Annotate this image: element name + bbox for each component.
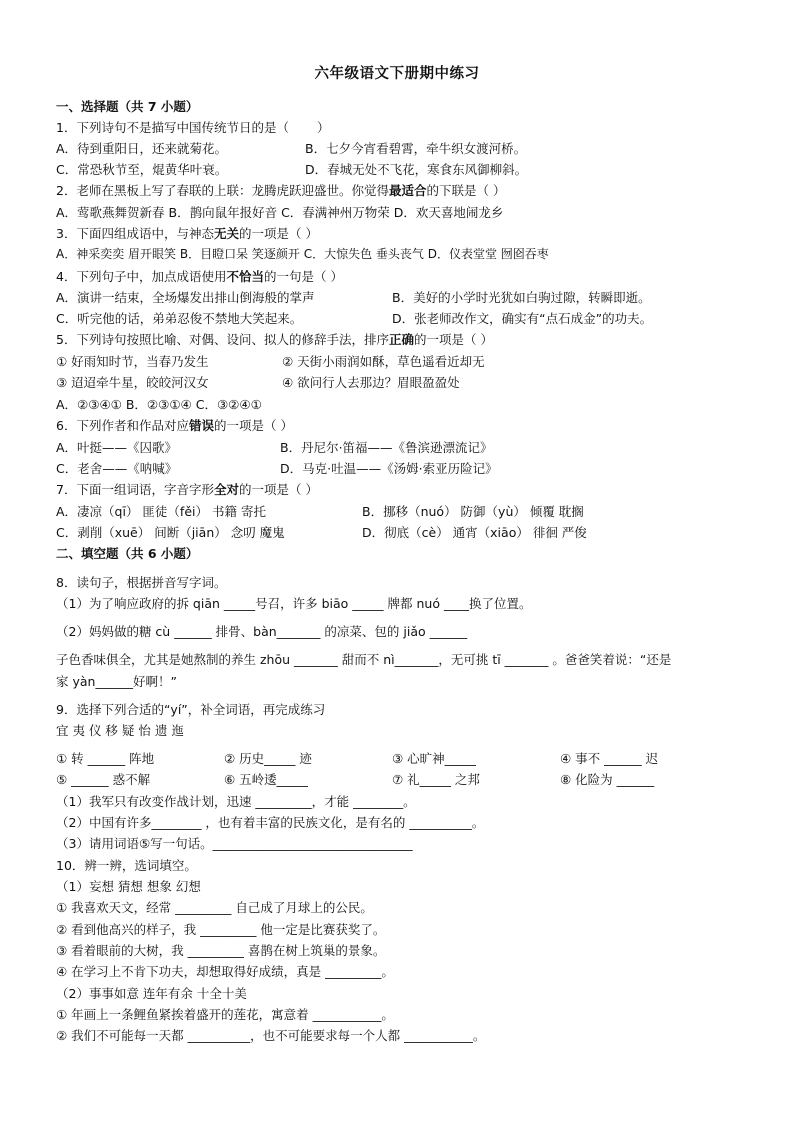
question-10-line-5: ① 年画上一条鲤鱼紧挨着盛开的莲花，寓意着 ___________。 bbox=[56, 1007, 394, 1022]
page-title: 六年级语文下册期中练习 bbox=[314, 66, 480, 82]
question-2-stem: 2．老师在黑板上写了春联的上联：龙腾虎跃迎盛世。你觉得最适合的下联是（ ） bbox=[56, 183, 506, 198]
question-9-item-6: ⑥ 五岭逶_____ bbox=[224, 772, 308, 787]
question-4-option-a: A．演讲一结束，全场爆发出排山倒海般的掌声 bbox=[56, 290, 315, 305]
question-9-item-1: ① 转 ______ 阵地 bbox=[56, 751, 155, 766]
question-10-line-3: ③ 看着眼前的大树，我 _________ 喜鹊在树上筑巢的景象。 bbox=[56, 943, 386, 958]
question-4-stem: 4．下列句子中，加点成语使用不恰当的一句是（ ） bbox=[56, 269, 343, 284]
question-9-practice-1: （1）我军只有改变作战计划，迅速 _________，才能 ________。 bbox=[56, 794, 416, 809]
question-7-option-b: B．挪移（nuó） 防御（yù） 倾覆 耽搁 bbox=[362, 504, 584, 519]
question-6-option-b: B．丹尼尔·笛福——《鲁滨逊漂流记》 bbox=[280, 440, 493, 455]
question-10-group-2-words: （2）事事如意 连年有余 十全十美 bbox=[56, 986, 247, 1001]
question-4-option-b: B．美好的小学时光犹如白驹过隙，转瞬即逝。 bbox=[392, 290, 651, 305]
question-1-option-b: B．七夕今宵看碧霄，牵牛织女渡河桥。 bbox=[305, 141, 527, 156]
question-1-option-d: D．春城无处不飞花，寒食东风御柳斜。 bbox=[305, 162, 528, 177]
section-heading-choice: 一、选择题（共 7 小题） bbox=[56, 99, 199, 114]
question-4-option-d: D．张老师改作文，确实有“点石成金”的功夫。 bbox=[392, 311, 653, 326]
question-9-stem: 9．选择下列合适的“yí”，补全词语，再完成练习 bbox=[56, 702, 326, 717]
question-10-group-1-words: （1）妄想 猜想 想象 幻想 bbox=[56, 879, 201, 894]
question-10-line-2: ② 看到他高兴的样子，我 _________ 他一定是比赛获奖了。 bbox=[56, 922, 386, 937]
question-1-option-c: C．常恐秋节至，焜黄华叶衰。 bbox=[56, 162, 228, 177]
question-4-option-c: C．听完他的话，弟弟忍俊不禁地大笑起来。 bbox=[56, 311, 303, 326]
question-5-options: A．②③④① B．②③①④ C．③②④① bbox=[56, 397, 262, 412]
question-10-line-1: ① 我喜欢天文，经常 _________ 自己成了月球上的公民。 bbox=[56, 900, 373, 915]
question-1-stem: 1．下列诗句不是描写中国传统节日的是（ ） bbox=[56, 120, 330, 135]
question-8-sentence-3: 子色香味俱全，尤其是她熬制的养生 zhōu _______ 甜而不 nì_______，无可挑 tī _______ 。爸爸笑着说：“还是 bbox=[56, 652, 672, 667]
question-9-characters: 宜 夷 仪 移 疑 怡 遗 迤 bbox=[56, 723, 184, 738]
question-6-option-c: C．老舍——《呐喊》 bbox=[56, 461, 178, 476]
question-3-options: A．神采奕奕 眉开眼笑 B．目瞪口呆 笑逐颜开 C．大惊失色 垂头丧气 D．仪表堂堂 囫囵吞枣 bbox=[56, 247, 549, 261]
question-7-option-d: D．彻底（cè） 通宵（xiāo） 徘徊 严俊 bbox=[362, 525, 587, 540]
question-9-item-5: ⑤ ______ 惑不解 bbox=[56, 772, 151, 787]
question-1-option-a: A．待到重阳日，还来就菊花。 bbox=[56, 141, 228, 156]
question-6-option-d: D．马克·吐温——《汤姆·索亚历险记》 bbox=[280, 461, 498, 476]
question-5-line-1: ① 好雨知时节，当春乃发生 bbox=[56, 354, 209, 369]
question-5-stem: 5．下列诗句按照比喻、对偶、设问、拟人的修辞手法，排序正确的一项是（ ） bbox=[56, 332, 493, 347]
question-10-line-6: ② 我们不可能每一天都 __________，也不可能要求每一个人都 ___________。 bbox=[56, 1028, 486, 1043]
question-7-stem: 7．下面一组词语，字音字形全对的一项是（ ） bbox=[56, 482, 318, 497]
question-8-sentence-2: （2）妈妈做的糖 cù ______ 排骨、bàn_______ 的凉菜、包的 jiǎo ______ bbox=[56, 624, 468, 639]
question-9-item-4: ④ 事不 ______ 迟 bbox=[560, 751, 659, 766]
question-8-sentence-4: 家 yàn______好啊！” bbox=[56, 674, 177, 689]
question-8-stem: 8．读句子，根据拼音写字词。 bbox=[56, 575, 227, 590]
question-5-line-2: ② 天街小雨润如酥，草色遥看近却无 bbox=[282, 354, 485, 369]
question-7-option-c: C．剥削（xuē） 间断（jiān） 念叨 魔鬼 bbox=[56, 525, 285, 540]
question-10-stem: 10．辨一辨，选词填空。 bbox=[56, 858, 197, 873]
question-7-option-a: A．凄凉（qī） 匪徒（fěi） 书籍 寄托 bbox=[56, 504, 266, 519]
question-9-item-8: ⑧ 化险为 ______ bbox=[560, 772, 655, 787]
question-6-stem: 6．下列作者和作品对应错误的一项是（ ） bbox=[56, 418, 293, 433]
question-6-option-a: A．叶挺——《囚歌》 bbox=[56, 440, 178, 455]
question-3-stem: 3．下面四组成语中，与神态无关的一项是（ ） bbox=[56, 226, 318, 241]
question-10-line-4: ④ 在学习上不肯下功夫，却想取得好成绩，真是 _________。 bbox=[56, 964, 394, 979]
question-5-line-3: ③ 迢迢牵牛星，皎皎河汉女 bbox=[56, 375, 209, 390]
section-heading-fill: 二、填空题（共 6 小题） bbox=[56, 546, 199, 561]
question-9-item-7: ⑦ 礼_____ 之邦 bbox=[392, 772, 480, 787]
question-9-item-3: ③ 心旷神_____ bbox=[392, 751, 476, 766]
question-9-item-2: ② 历史_____ 迹 bbox=[224, 751, 312, 766]
question-5-line-4: ④ 欲问行人去那边？眉眼盈盈处 bbox=[282, 375, 460, 390]
question-9-practice-3: （3）请用词语⑤写一句话。________________________________ bbox=[56, 836, 413, 851]
question-9-practice-2: （2）中国有许多________ ，也有着丰富的民族文化，是有名的 __________。 bbox=[56, 815, 485, 830]
question-2-options: A．莺歌燕舞贺新春 B．鹊向鼠年报好音 C．春满神州万物荣 D．欢天喜地闹龙乡 bbox=[56, 205, 504, 220]
question-8-sentence-1: （1）为了响应政府的拆 qiān _____号召，许多 biāo _____ 牌都 nuó ____换了位置。 bbox=[56, 596, 532, 611]
